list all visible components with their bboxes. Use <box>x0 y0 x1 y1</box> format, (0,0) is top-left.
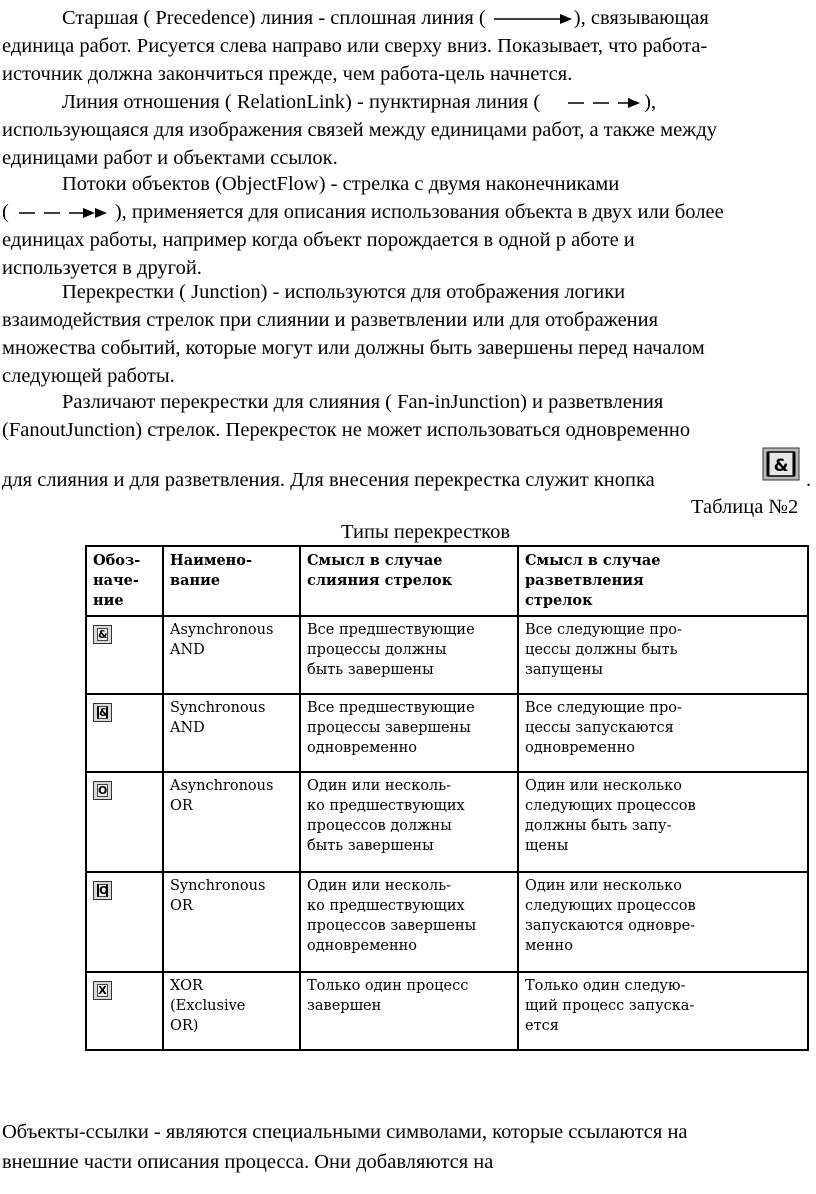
sync-and-junction-icon: & <box>93 703 112 722</box>
body-text-line: внешние части описания процесса. Они добавляются на <box>2 1151 494 1173</box>
table-title: Типы перекрестков <box>341 521 510 543</box>
name-cell: Synchronous OR <box>163 872 300 972</box>
merge-cell: Один или несколь- ко предшествующих процессов должны быть завершены <box>300 772 518 872</box>
reference-objects-text: Объекты-ссылки - являются специальными символами, которые ссылаются на <box>2 1121 688 1143</box>
fork-cell: Один или несколько следующих процессов должны быть запу- щены <box>518 772 808 872</box>
body-text-line: взаимодействия стрелок при слиянии и разветвлении или для отображения <box>2 309 659 331</box>
body-text-line: источник должна закончиться прежде, чем работа-цель начнется. <box>2 63 573 85</box>
header-merge <box>300 546 518 616</box>
header-fork <box>518 546 808 616</box>
merge-cell: Все предшествующие процессы должны быть завершены <box>300 616 518 694</box>
double-head-arrow-icon <box>9 206 115 220</box>
header-text: Смысл в случае слияния стрелок <box>307 552 453 589</box>
fork-cell: Только один следую- щий процесс запуска- ется <box>518 972 808 1050</box>
symbol-cell <box>86 616 163 694</box>
symbol-cell <box>86 694 163 772</box>
table-row <box>86 872 808 972</box>
fork-cell: Один или несколько следующих процессов запускаются одновре- менно <box>518 872 808 972</box>
symbol-cell <box>86 772 163 872</box>
junction-button-text: для слияния и для разветвления. Для внесения перекрестка служит кнопка <box>2 469 655 491</box>
table-row <box>86 772 808 872</box>
merge-cell: Только один процесс завершен <box>300 972 518 1050</box>
header-text: Обоз- наче- ние <box>93 552 141 609</box>
table-number: Таблица №2 <box>691 496 799 518</box>
name-cell: Asynchronous OR <box>163 772 300 872</box>
body-text-line: используется в другой. <box>2 257 202 279</box>
header-text: Смысл в случае разветвления стрелок <box>525 552 661 609</box>
header-symbol <box>86 546 163 616</box>
name-cell: XOR (Exclusive OR) <box>163 972 300 1050</box>
table-row <box>86 694 808 772</box>
name-cell: Asynchronous AND <box>163 616 300 694</box>
merge-cell: Все предшествующие процессы завершены одновременно <box>300 694 518 772</box>
name-cell: Synchronous AND <box>163 694 300 772</box>
object-flow-heading: Потоки объектов (ObjectFlow) - стрелка с двумя наконечниками <box>62 173 620 195</box>
symbol-cell <box>86 972 163 1050</box>
body-text-line: использующаяся для изображения связей между единицами работ, а также между <box>2 119 718 141</box>
object-flow-text: ( ), применяется для описания использования объекта в двух или более <box>2 201 724 223</box>
sync-or-junction-icon: O <box>93 881 112 900</box>
fan-junction-text: Различают перекрестки для слияния ( Fan-inJunction) и разветвления <box>62 391 664 413</box>
xor-junction-icon: X <box>93 981 112 1000</box>
symbol-cell <box>86 872 163 972</box>
body-text-line: единицами работ и объектами ссылок. <box>2 147 338 169</box>
header-name <box>163 546 300 616</box>
precedence-line-text: Старшая ( Precedence) линия - сплошная линия ( ), связывающая <box>62 7 709 29</box>
body-text-line: (FanoutJunction) стрелок. Перекресток не может использоваться одновременно <box>2 419 691 441</box>
async-and-junction-icon: & <box>93 625 112 644</box>
body-text-line: следующей работы. <box>2 365 175 387</box>
body-text-line: единицах работы, например когда объект порождается в одной р аботе и <box>2 229 635 251</box>
table-row <box>86 972 808 1050</box>
fork-cell: Все следующие про- цессы запускаются одновременно <box>518 694 808 772</box>
svg-text:&: & <box>773 456 789 476</box>
junction-button-icon[interactable] <box>762 447 802 488</box>
merge-cell: Один или несколь- ко предшествующих процессов завершены одновременно <box>300 872 518 972</box>
body-text-line: множества событий, которые могут или должны быть завершены перед началом <box>2 337 705 359</box>
table-header-row <box>86 546 808 616</box>
solid-arrow-icon <box>486 12 574 26</box>
relation-link-text: Линия отношения ( RelationLink) - пунктирная линия ( ), <box>62 91 657 113</box>
dashed-arrow-icon <box>540 96 644 110</box>
body-text-line: единица работ. Рисуется слева направо или сверху вниз. Показывает, что работа- <box>2 35 708 57</box>
async-or-junction-icon: O <box>93 781 112 800</box>
header-text: Наимено- вание <box>170 552 252 589</box>
table-row <box>86 616 808 694</box>
junction-types-table <box>85 545 809 1051</box>
fork-cell: Все следующие про- цессы должны быть запущены <box>518 616 808 694</box>
junction-heading: Перекрестки ( Junction) - используются для отображения логики <box>62 281 626 303</box>
sentence-period: . <box>806 469 812 491</box>
